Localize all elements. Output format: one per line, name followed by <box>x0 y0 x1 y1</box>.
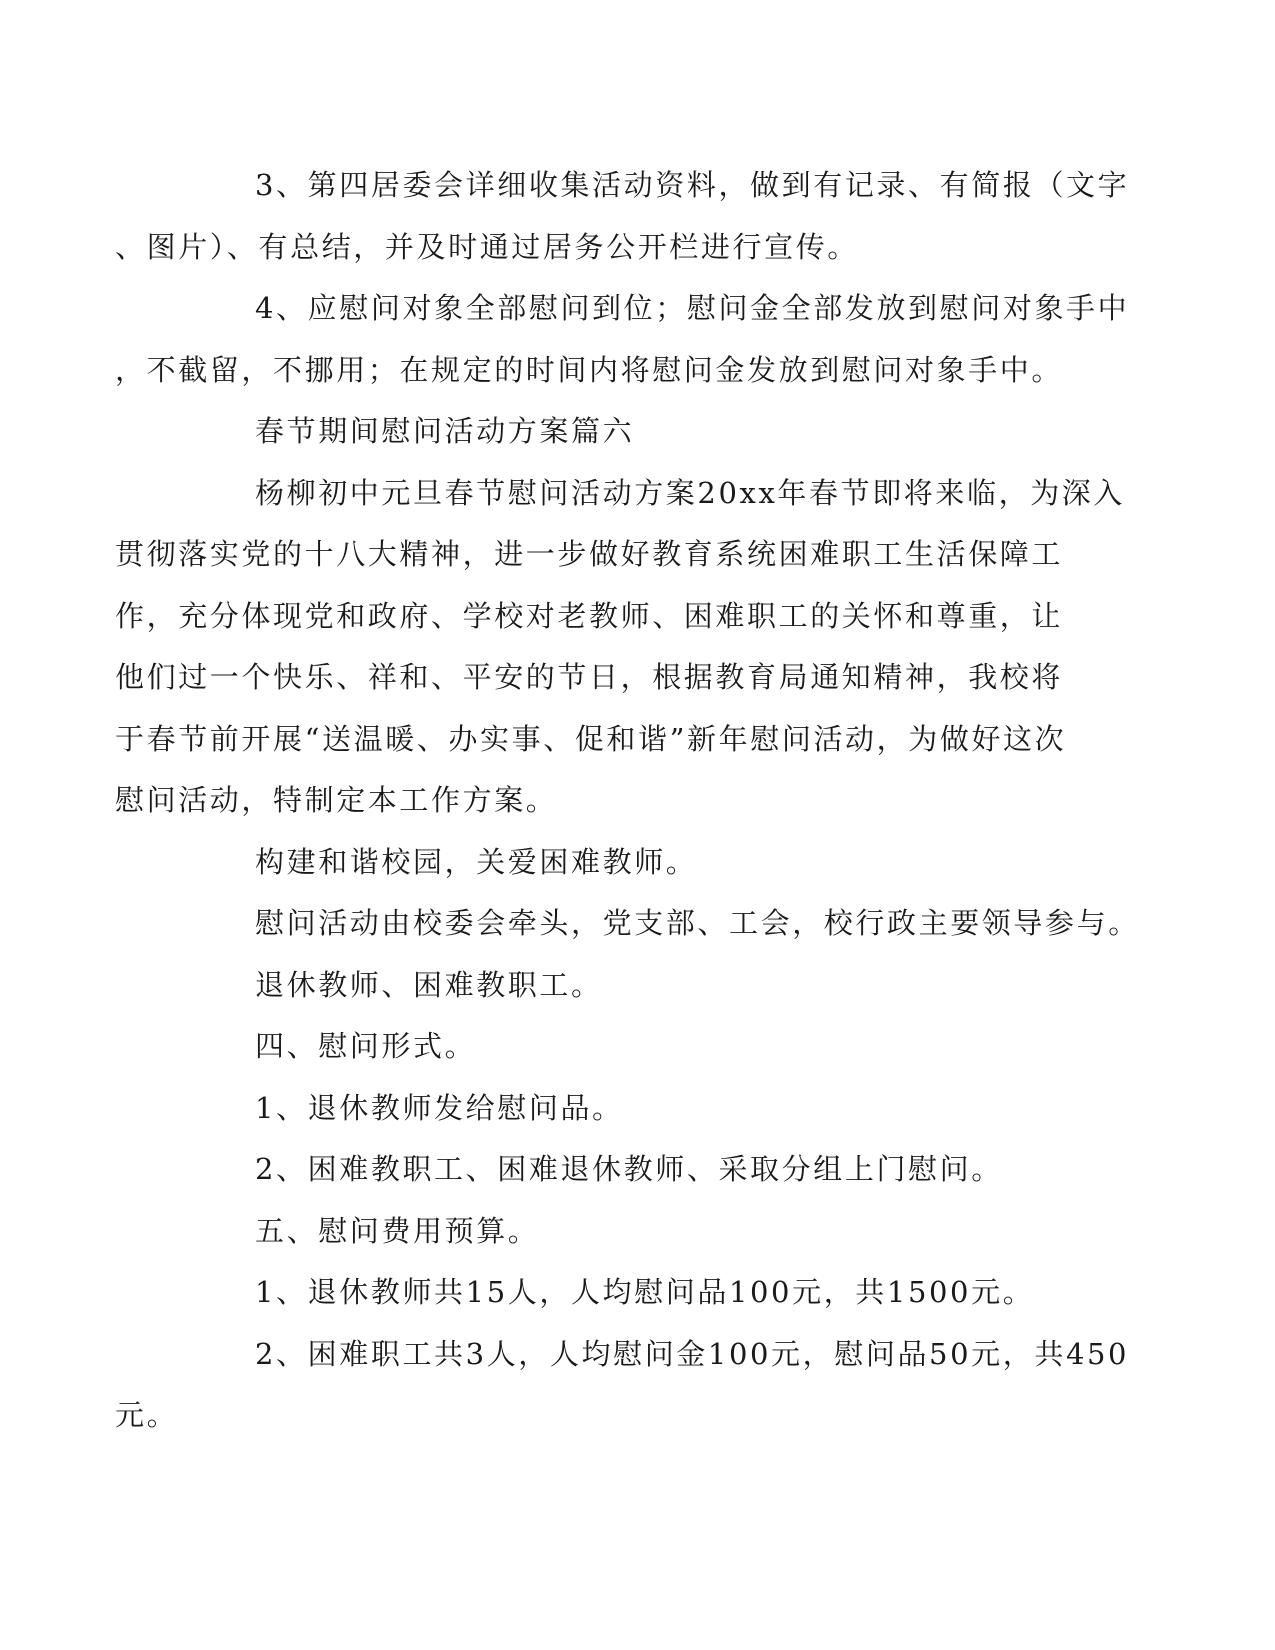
text-line: 构建和谐校园，关爱困难教师。 <box>255 844 698 879</box>
paragraph-form-item-2 <box>185 1139 1055 1201</box>
text-line: 四、慰问形式。 <box>255 1029 477 1063</box>
text-line: 慰问活动由校委会牵头，党支部、工会，校行政主要领导参与。 <box>255 906 1140 940</box>
paragraph-organizers <box>185 893 1140 955</box>
text-line: 2、困难职工共3人，人均慰问金100元，慰问品50元，共450 <box>255 1336 1130 1371</box>
text-line: 慰问活动，特制定本工作方案。 <box>115 783 558 817</box>
section-heading-plan-six <box>185 401 1055 463</box>
text-line: 他们过一个快乐、祥和、平安的节日，根据教育局通知精神，我校将 <box>115 660 1064 694</box>
section-heading-form <box>185 1016 1055 1078</box>
text-line: 元。 <box>115 1398 179 1432</box>
text-line: 1、退休教师发给慰问品。 <box>255 1090 624 1125</box>
text-line: ，不截留，不挪用；在规定的时间内将慰问金发放到慰问对象手中。 <box>115 352 1064 387</box>
text-line: 作，充分体现党和政府、学校对老教师、困难职工的关怀和尊重，让 <box>115 598 1064 633</box>
text-line: 杨柳初中元旦春节慰问活动方案20xx年春节即将来临，为深入 <box>255 475 1126 510</box>
text-line: 2、困难教职工、困难退休教师、采取分组上门慰问。 <box>255 1152 1003 1186</box>
text-line: 、图片）、有总结，并及时通过居务公开栏进行宣传。 <box>115 229 859 264</box>
text-line: 3、第四居委会详细收集活动资料，做到有记录、有简报（文字 <box>255 168 1130 202</box>
paragraph-theme <box>185 832 1055 894</box>
paragraph-targets <box>185 955 1055 1017</box>
paragraph-intro <box>115 463 1126 832</box>
text-line: 1、退休教师共15人，人均慰问品100元，共1500元。 <box>255 1275 1035 1309</box>
text-line: 春节期间慰问活动方案篇六 <box>255 414 635 448</box>
paragraph-budget-item-1 <box>185 1262 1055 1324</box>
text-line: 贯彻落实党的十八大精神，进一步做好教育系统困难职工生活保障工 <box>115 537 1064 571</box>
paragraph-item-3-materials <box>115 155 1130 278</box>
section-heading-budget <box>185 1201 1055 1263</box>
document-body <box>115 155 1140 1447</box>
text-line: 退休教师、困难教职工。 <box>255 967 603 1002</box>
paragraph-form-item-1 <box>185 1078 1055 1140</box>
text-line: 于春节前开展“送温暖、办实事、促和谐”新年慰问活动，为做好这次 <box>115 721 1067 756</box>
text-line: 4、应慰问对象全部慰问到位；慰问金全部发放到慰问对象手中 <box>255 291 1130 325</box>
paragraph-item-4-distribution <box>115 278 1130 401</box>
paragraph-budget-item-2 <box>115 1324 1130 1447</box>
text-line: 五、慰问费用预算。 <box>255 1213 540 1248</box>
